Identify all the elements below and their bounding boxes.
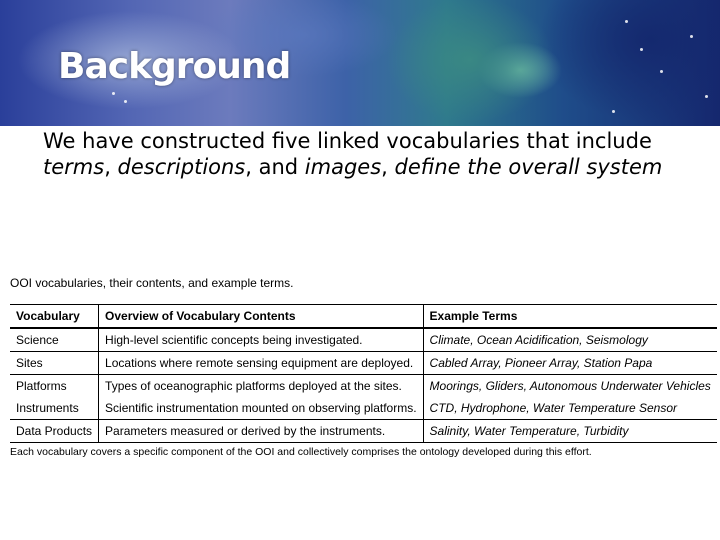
banner-speck [112, 92, 115, 95]
table-row [10, 375, 717, 398]
example-terms-cell: Climate, Ocean Acidification, Seismology [423, 328, 717, 352]
vocabulary-cell: Science [10, 328, 99, 352]
vocabulary-table [10, 304, 717, 443]
vocabulary-cell: Platforms [16, 379, 67, 393]
table-row [10, 420, 717, 443]
header-vocabulary: Vocabulary [10, 305, 99, 329]
slide-body-text [43, 128, 683, 180]
table-row [10, 328, 717, 352]
banner-speck [124, 100, 127, 103]
body-text-segment: , and [245, 155, 305, 179]
example-terms-cell: Cabled Array, Pioneer Array, Station Papa [423, 352, 717, 375]
example-terms-cell: CTD, Hydrophone, Water Temperature Sensor [423, 397, 717, 420]
overview-cell: Locations where remote sensing equipment are deployed. [99, 352, 424, 375]
banner-speck [640, 48, 643, 51]
table-caption: OOI vocabularies, their contents, and example terms. [10, 276, 294, 290]
banner-speck [705, 95, 708, 98]
vocabulary-cell: Data Products [10, 420, 99, 443]
body-text-emphasis: define the overall system [394, 155, 663, 179]
table-row [10, 352, 717, 375]
slide-title: Background [58, 46, 291, 87]
body-text-segment: , [381, 155, 395, 179]
vocabulary-cell: Sites [10, 352, 99, 375]
table-footnote: Each vocabulary covers a specific component of the OOI and collectively comprises the ontology developed during this effort. [10, 446, 592, 458]
body-text-segment: , [104, 155, 118, 179]
banner-speck [625, 20, 628, 23]
body-text-segment: We have constructed five linked vocabularies that include [43, 129, 652, 153]
body-text-emphasis: descriptions [117, 155, 246, 179]
overview-cell: Scientific instrumentation mounted on observing platforms. [99, 397, 424, 420]
example-terms-cell: Salinity, Water Temperature, Turbidity [423, 420, 717, 443]
banner-speck [660, 70, 663, 73]
banner-speck [690, 35, 693, 38]
table-row [10, 397, 717, 420]
satellite-ocean-banner-image [0, 0, 720, 126]
header-overview: Overview of Vocabulary Contents [99, 305, 424, 329]
body-text-emphasis: terms [43, 155, 105, 179]
body-text-emphasis: images [304, 155, 382, 179]
example-terms-cell: Moorings, Gliders, Autonomous Underwater Vehicles [423, 375, 717, 398]
overview-cell: Parameters measured or derived by the instruments. [99, 420, 424, 443]
vocabulary-cell: Instruments [10, 397, 99, 420]
banner-speck [612, 110, 615, 113]
overview-cell: High-level scientific concepts being investigated. [99, 328, 424, 352]
overview-cell: Types of oceanographic platforms deployed at the sites. [99, 375, 424, 398]
header-example-terms: Example Terms [423, 305, 717, 329]
